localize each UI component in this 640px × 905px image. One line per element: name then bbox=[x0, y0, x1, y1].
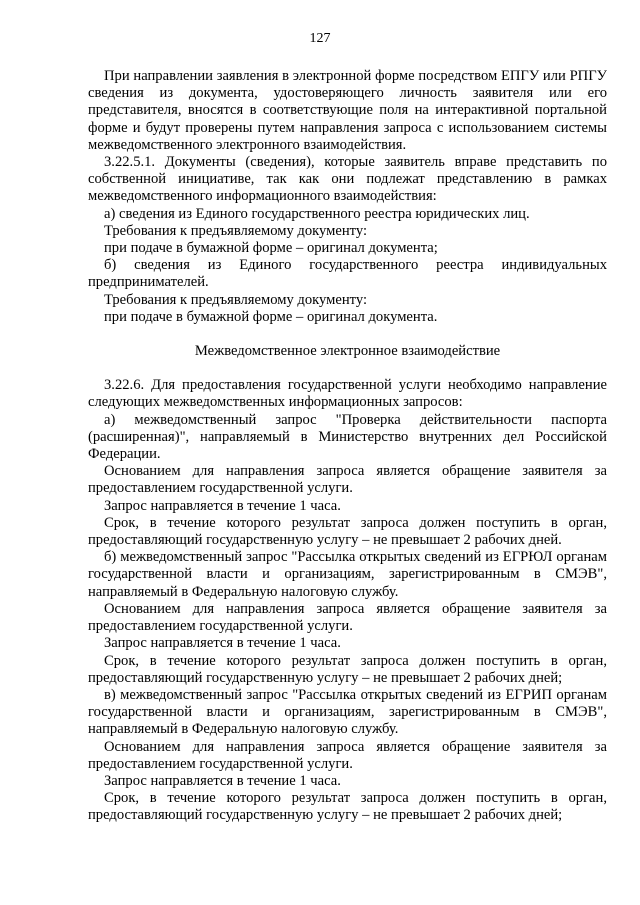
paragraph: Основанием для направления запроса является обращение заявителя за предоставлением государственной услуги. bbox=[88, 600, 607, 635]
paragraph: при подаче в бумажной форме – оригинал документа. bbox=[104, 308, 438, 325]
list-item: б) сведения из Единого государственного реестра индивидуальных предпринимателей. bbox=[88, 257, 607, 291]
paragraph: Требования к предъявляемому документу: bbox=[104, 291, 368, 308]
list-item: в) межведомственный запрос "Рассылка открытых сведений из ЕГРИП органам государственной власти и организациям, зарегистрированным в СМЭВ", направляемый в Федеральную налоговую службу. bbox=[88, 686, 607, 738]
paragraph: 3.22.6. Для предоставления государственной услуги необходимо направление следующих межведомственных информационных запросов: bbox=[88, 377, 607, 411]
paragraph: Требования к предъявляемому документу: bbox=[104, 222, 368, 239]
section-heading: Межведомственное электронное взаимодействие bbox=[194, 343, 501, 360]
paragraph: Основанием для направления запроса является обращение заявителя за предоставлением государственной услуги. bbox=[88, 738, 607, 772]
list-item: б) межведомственный запрос "Рассылка открытых сведений из ЕГРЮЛ органам государственной власти и организациям, зарегистрированным в СМЭВ", направляемый в Федеральную налоговую службу. bbox=[88, 549, 607, 600]
list-item: а) межведомственный запрос "Проверка действительности паспорта (расширенная)", направляемый в Министерство внутренних дел Российской Федерации. bbox=[88, 411, 607, 463]
document-body bbox=[88, 68, 607, 825]
paragraph: Срок, в течение которого результат запроса должен поступить в орган, предоставляющий государственную услугу – не превышает 2 рабочих дней; bbox=[88, 652, 607, 686]
paragraph: Запрос направляется в течение 1 часа. bbox=[104, 772, 341, 789]
paragraph: Запрос направляется в течение 1 часа. bbox=[104, 497, 341, 514]
paragraph: Срок, в течение которого результат запроса должен поступить в орган, предоставляющий государственную услугу – не превышает 2 рабочих дней; bbox=[88, 790, 607, 824]
paragraph: При направлении заявления в электронной форме посредством ЕПГУ или РПГУ сведения из документа, удостоверяющего личность заявителя или его представителя, вносятся в соответствующие поля на интерактивной портальной форме и будут проверены путем направления запроса с использованием системы межведомственного электронного взаимодействия. bbox=[88, 68, 607, 153]
paragraph: при подаче в бумажной форме – оригинал документа; bbox=[104, 240, 438, 257]
paragraph: Запрос направляется в течение 1 часа. bbox=[104, 635, 341, 652]
paragraph: Срок, в течение которого результат запроса должен поступить в орган, предоставляющий государственную услугу – не превышает 2 рабочих дней. bbox=[88, 514, 607, 549]
page-number: 127 bbox=[309, 31, 331, 46]
paragraph: 3.22.5.1. Документы (сведения), которые заявитель вправе представить по собственной инициативе, так как они подлежат представлению в рамках межведомственного информационного взаимодействия: bbox=[88, 154, 607, 205]
paragraph: Основанием для направления запроса является обращение заявителя за предоставлением государственной услуги. bbox=[88, 463, 607, 497]
list-item: а) сведения из Единого государственного реестра юридических лиц. bbox=[104, 205, 530, 222]
